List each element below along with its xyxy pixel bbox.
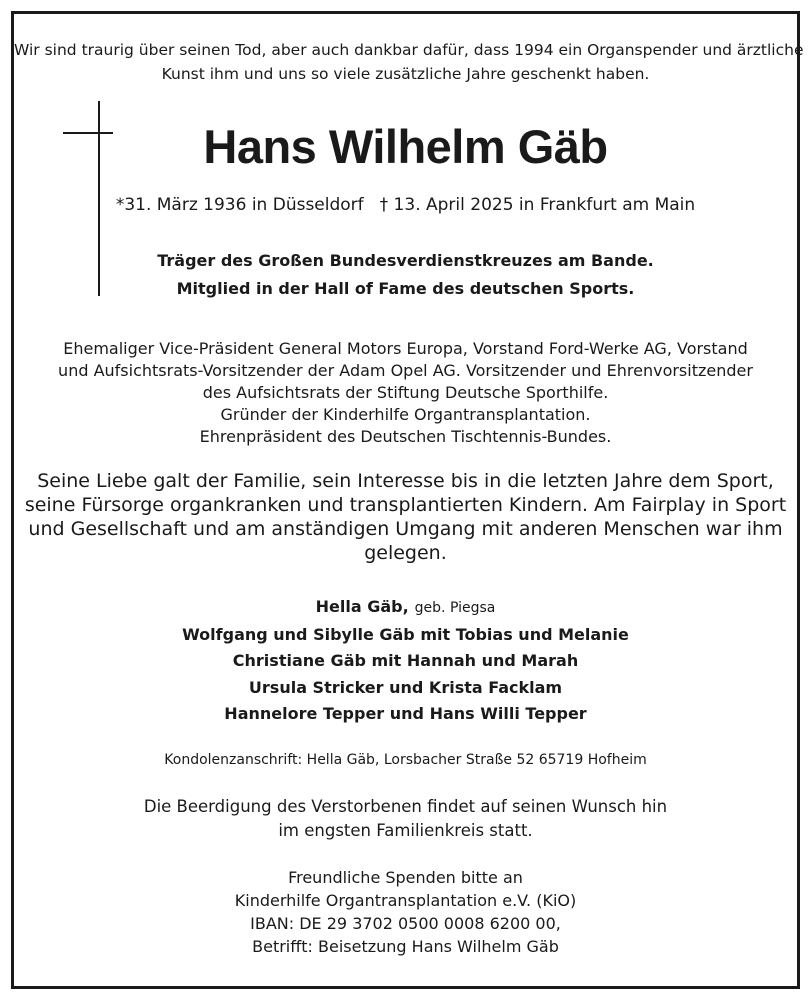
career-line: des Aufsichtsrats der Stiftung Deutsche Sporthilfe.: [202, 383, 609, 402]
donation-line: Kinderhilfe Organtransplantation e.V. (KiO): [234, 891, 577, 910]
mourner-line: Wolfgang und Sibylle Gäb mit Tobias und Melanie: [182, 624, 629, 644]
obituary-notice: [11, 11, 804, 989]
mourner-line: Hannelore Tepper und Hans Willi Tepper: [224, 704, 587, 723]
intro-line: Wir sind traurig über seinen Tod, aber auch dankbar dafür, dass 1994 ein Organspender und ärztliche: [14, 41, 804, 59]
career-line: Ehrenpräsident des Deutschen Tischtennis-Bundes.: [199, 427, 612, 446]
honors: [14, 247, 797, 303]
career-line: und Aufsichtsrats-Vorsitzender der Adam Opel AG. Vorsitzender und Ehrenvorsitzender: [58, 361, 753, 380]
honor-line: Mitglied in der Hall of Fame des deutschen Sports.: [176, 279, 635, 298]
funeral-note: [14, 795, 797, 843]
mourner-line: Christiane Gäb mit Hannah und Marah: [232, 651, 579, 670]
life-dates: [14, 193, 797, 217]
tribute-line: Seine Liebe galt der Familie, sein Interesse bis in die letzten Jahre dem Sport,: [37, 470, 774, 492]
mourner-line: Ursula Stricker und Krista Facklam: [248, 677, 563, 697]
career-line: Ehemaliger Vice-Präsident General Motors Europa, Vorstand Ford-Werke AG, Vorstand: [63, 339, 748, 358]
intro-line: Kunst ihm und uns so viele zusätzliche Jahre geschenkt haben.: [161, 65, 650, 83]
family-mourners: [14, 594, 797, 728]
career-summary: [14, 338, 797, 448]
condolence-address: Kondolenzanschrift: Hella Gäb, Lorsbacher Straße 52 65719 Hofheim: [164, 752, 647, 768]
funeral-line: im engsten Familienkreis statt.: [278, 821, 533, 840]
career-line: Gründer der Kinderhilfe Organtransplantation.: [220, 405, 591, 424]
donation-line: Freundliche Spenden bitte an: [288, 868, 523, 887]
intro-text: [14, 38, 804, 86]
donation-info: [14, 866, 797, 958]
donation-line: IBAN: DE 29 3702 0500 0008 6200 00,: [250, 914, 561, 933]
death-date: † 13. April 2025 in Frankfurt am Main: [379, 195, 696, 215]
honor-line: Träger des Großen Bundesverdienstkreuzes am Bande.: [157, 251, 654, 270]
deceased-name: Hans Wilhelm Gäb: [203, 120, 608, 173]
birth-date: *31. März 1936 in Düsseldorf: [115, 195, 364, 215]
mourner-name: Hella Gäb,: [315, 597, 409, 616]
tribute-line: seine Fürsorge organkranken und transplantierten Kindern. Am Fairplay in Sport: [24, 494, 787, 516]
donation-line: Betrifft: Beisetzung Hans Wilhelm Gäb: [252, 937, 559, 956]
tribute-text: [14, 469, 797, 565]
mourner-primary: [14, 594, 797, 622]
tribute-line: und Gesellschaft und am anständigen Umgang mit anderen Menschen war ihm: [28, 518, 783, 540]
maiden-name-note: geb. Piegsa: [414, 600, 496, 616]
tribute-line: gelegen.: [364, 542, 447, 564]
funeral-line: Die Beerdigung des Verstorbenen findet auf seinen Wunsch hin: [143, 797, 668, 816]
